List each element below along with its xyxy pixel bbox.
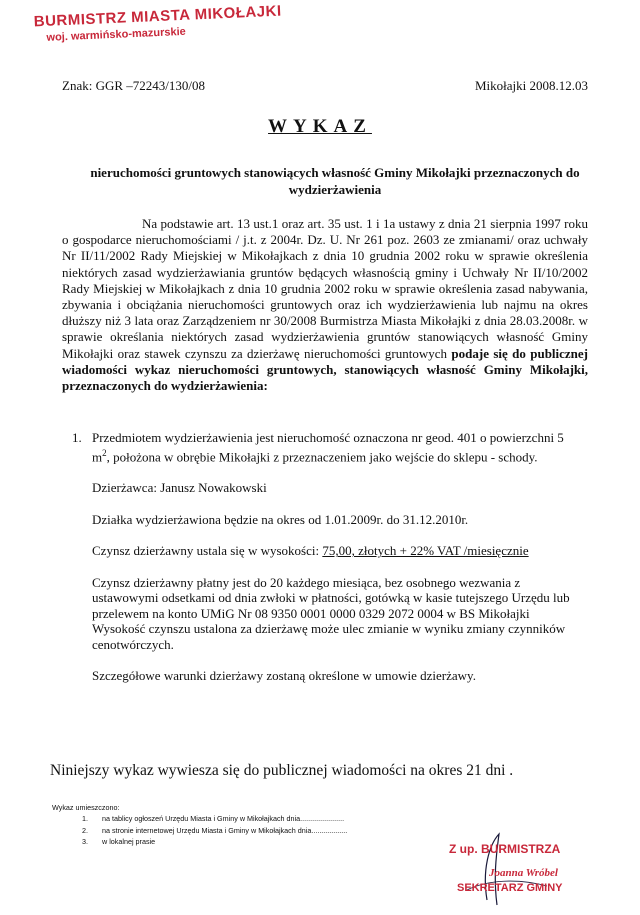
area-unit-superscript: 2 xyxy=(102,447,107,458)
placement-text: na tablicy ogłoszeń Urzędu Miasta i Gminy w Mikołajkach dnia...................... xyxy=(102,814,345,824)
placement-item xyxy=(52,813,347,824)
intro-bold-text: podaje się do publicznej wiadomości wykaz nieruchomości gruntowych, stanowiących własność Gminy Mikołajki, przeznaczonych do wydzierżawienia: xyxy=(62,345,589,394)
placement-number: 2. xyxy=(82,825,88,835)
signature-line-1: Z up. BURMISTRZA xyxy=(449,842,561,856)
rent-label: Czynsz dzierżawny ustala się w wysokości: xyxy=(92,543,323,559)
rent-change-note: Wysokość czynszu ustalona za dzierżawę może ulec zmianie w wyniku zmiany czynników cenotwórczych. xyxy=(92,621,566,652)
item-number: 1. xyxy=(72,430,82,445)
tenant-line: Dzierżawca: Janusz Nowakowski xyxy=(92,480,267,496)
contract-details: Szczegółowe warunki dzierżawy zostaną określone w umowie dzierżawy. xyxy=(92,668,476,684)
property-item xyxy=(62,430,580,684)
placement-number: 3. xyxy=(82,837,88,847)
signature-line-3: SEKRETARZ GMINY xyxy=(457,882,563,894)
placement-list xyxy=(52,802,347,848)
description-part-2: , położona w obrębie Mikołajki z przeznaczeniem jako wejście do sklepu - schody. xyxy=(106,448,538,464)
placement-heading: Wykaz umieszczono: xyxy=(52,803,120,812)
document-title: WYKAZ xyxy=(268,116,372,137)
placement-item xyxy=(52,836,347,847)
payment-terms: Czynsz dzierżawny płatny jest do 20 każdego miesiąca, bez osobnego wezwania z ustawowymi odsetkami od dnia zwłoki w płatności, gotówką w kasie tutejszego Urzędu lub przelewem na konto UMiG Nr 08 9350 0001 0000 0329 2072 0004 w BS Mikołajki xyxy=(92,574,570,621)
placement-text: w lokalnej prasie xyxy=(102,837,156,847)
document-subtitle: nieruchomości gruntowych stanowiących własność Gminy Mikołajki przeznaczonych do wydzierżawienia xyxy=(90,165,580,197)
intro-text: Na podstawie art. 13 ust.1 oraz art. 35 ust. 1 i 1a ustawy z dnia 21 sierpnia 1997 roku o gospodarce nieruchomościami / j.t. z 2004r. Dz. U. Nr 261 poz. 2603 ze zmianami/ oraz uchwały Nr II/11/2002 Rady Miejskiej w Mikołajkach z dnia 10 grudnia 2002 roku w sprawie określenia niektórych zasad wydzierżawiania gruntów będących własnością gminy i Uchwały Nr II/10/2002 Rady Miejskiej w Mikołajkach z dnia 10 grudnia 2002 roku w sprawie określenia zasad nabywania, zbywania i obciążania nieruchomości gruntowych oraz ich wydzierżawienia lub najmu na okres dłuższy niż 3 lata oraz Zarządzeniem nr 30/2008 Burmistrza Miasta Mikołajki z dnia 28.03.2008r. w sprawie określania niektórych zasad wydzierżawienia gruntów stanowiących własność Gminy Mikołajki oraz stawek czynszu za dzierżawę nieruchomości gruntowych xyxy=(62,216,588,361)
reference-row xyxy=(62,78,588,94)
description-part-1: Przedmiotem wydzierżawienia jest nieruchomość oznaczona nr geod. 401 o powierzchni 5 m xyxy=(92,430,564,464)
place-date: Mikołajki 2008.12.03 xyxy=(474,78,588,93)
publication-notice: Niniejszy wykaz wywiesza się do publicznej wiadomości na okres 21 dni . xyxy=(50,762,514,779)
reference-number: Znak: GGR –72243/130/08 xyxy=(62,78,205,93)
signature-name: Joanna Wróbel xyxy=(489,867,558,879)
placement-item xyxy=(52,825,347,836)
rent-value: 75,00, złotych + 22% VAT /miesięcznie xyxy=(322,543,529,559)
office-stamp xyxy=(33,3,282,45)
placement-text: na stronie internetowej Urzędu Miasta i Gminy w Mikołajkach dnia.................. xyxy=(102,825,348,835)
stamp-line-1: BURMISTRZ MIASTA MIKOŁAJKI xyxy=(33,2,282,31)
signature-stamp xyxy=(427,830,602,915)
lease-period: Działka wydzierżawiona będzie na okres od 1.01.2009r. do 31.12.2010r. xyxy=(92,511,469,527)
stamp-line-2: woj. warmińsko-mazurskie xyxy=(46,25,187,44)
placement-number: 1. xyxy=(82,814,88,824)
rent-line xyxy=(92,543,580,559)
intro-paragraph xyxy=(62,216,588,394)
item-description xyxy=(92,430,580,464)
